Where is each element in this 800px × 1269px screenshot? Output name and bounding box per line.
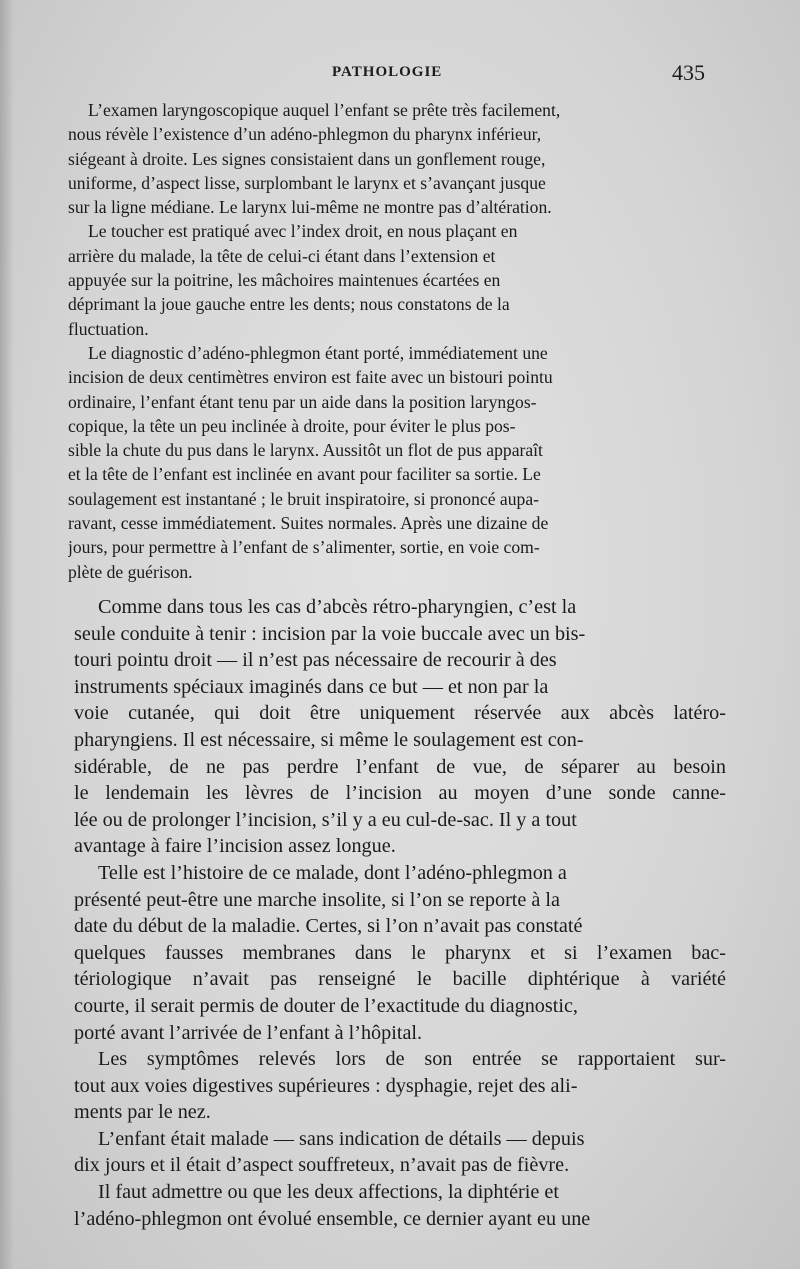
text-line: soulagement est instantané ; le bruit inspiratoire, si prononcé aupa- [68, 488, 539, 509]
page-edge-shadow [0, 0, 14, 1269]
text-line: arrière du malade, la tête de celui-ci étant dans l’extension et [68, 245, 496, 266]
text-line: appuyée sur la poitrine, les mâchoires maintenues écartées en [68, 270, 501, 291]
text-line: date du début de la maladie. Certes, si l’on n’avait pas constaté [74, 915, 583, 938]
text-line: seule conduite à tenir : incision par la voie buccale avec un bis- [74, 622, 586, 645]
text-line: déprimant la joue gauche entre les dents; nous constatons de la [68, 294, 510, 315]
text-line: instruments spéciaux imaginés dans ce but — et non par la [74, 675, 549, 698]
text-line: présenté peut-être une marche insolite, si l’on se reporte à la [74, 888, 560, 911]
page-number: 435 [672, 60, 705, 85]
text-line: Telle est l’histoire de ce malade, dont l’adéno-phlegmon a [98, 861, 567, 884]
text-line: avantage à faire l’incision assez longue. [74, 835, 396, 858]
running-title: PATHOLOGIE [332, 64, 443, 80]
text-line: tout aux voies digestives supérieures : dysphagie, rejet des ali- [74, 1074, 578, 1097]
text-line: ravant, cesse immédiatement. Suites normales. Après une dizaine de [68, 513, 549, 534]
text-line: quelques fausses membranes dans le pharynx et si l’examen bac- [74, 941, 726, 964]
text-line: sidérable, de ne pas perdre l’enfant de vue, de séparer au besoin [74, 755, 726, 778]
text-line: voie cutanée, qui doit être uniquement réservée aux abcès latéro- [74, 702, 726, 725]
text-line: sible la chute du pus dans le larynx. Aussitôt un flot de pus apparaît [68, 440, 543, 461]
text-line: porté avant l’arrivée de l’enfant à l’hôpital. [74, 1021, 423, 1044]
text-line: copique, la tête un peu inclinée à droite, pour éviter le plus pos- [68, 415, 516, 436]
text-line: ordinaire, l’enfant étant tenu par un aide dans la position laryngos- [68, 391, 537, 412]
text-line: nous révèle l’existence d’un adéno-phlegmon du pharynx inférieur, [68, 124, 542, 145]
page-header [0, 58, 800, 88]
text-line: courte, il serait permis de douter de l’exactitude du diagnostic, [74, 994, 578, 1017]
text-line: Le diagnostic d’adéno-phlegmon étant porté, immédiatement une [88, 342, 548, 363]
text-line: sur la ligne médiane. Le larynx lui-même ne montre pas d’altération. [68, 197, 552, 218]
text-line: Comme dans tous les cas d’abcès rétro-pharyngien, c’est la [98, 596, 577, 618]
text-line: tériologique n’avait pas renseigné le bacille diphtérique à variété [74, 968, 726, 991]
text-line: Les symptômes relevés lors de son entrée se rapportaient sur- [98, 1048, 726, 1071]
text-line: l’adéno-phlegmon ont évolué ensemble, ce dernier ayant eu une [74, 1207, 591, 1230]
text-line: jours, pour permettre à l’enfant de s’alimenter, sortie, en voie com- [68, 537, 540, 558]
text-line: uniforme, d’aspect lisse, surplombant le larynx et s’avançant jusque [68, 172, 546, 193]
text-line: lée ou de prolonger l’incision, s’il y a eu cul-de-sac. Il y a tout [74, 808, 577, 831]
text-line: fluctuation. [68, 318, 149, 339]
text-line: et la tête de l’enfant est inclinée en avant pour faciliter sa sortie. Le [68, 464, 541, 485]
text-line: plète de guérison. [68, 561, 193, 582]
text-line: ments par le nez. [74, 1101, 211, 1124]
text-line: dix jours et il était d’aspect souffreteux, n’avait pas de fièvre. [74, 1154, 570, 1177]
commentary-large-print [74, 594, 726, 1232]
text-line: touri pointu droit — il n’est pas nécessaire de recourir à des [74, 649, 557, 672]
text-line: pharyngiens. Il est nécessaire, si même le soulagement est con- [74, 728, 584, 751]
case-report-small-print [68, 98, 718, 584]
text-line: L’enfant était malade — sans indication de détails — depuis [98, 1127, 585, 1150]
text-line: L’examen laryngoscopique auquel l’enfant se prête très facilement, [88, 100, 561, 120]
text-line: le lendemain les lèvres de l’incision au moyen d’une sonde canne- [74, 782, 726, 805]
text-line: Le toucher est pratiqué avec l’index droit, en nous plaçant en [88, 221, 518, 242]
text-line: siégeant à droite. Les signes consistaient dans un gonflement rouge, [68, 148, 546, 169]
text-line: Il faut admettre ou que les deux affections, la diphtérie et [98, 1181, 559, 1204]
text-line: incision de deux centimètres environ est faite avec un bistouri pointu [68, 367, 553, 388]
